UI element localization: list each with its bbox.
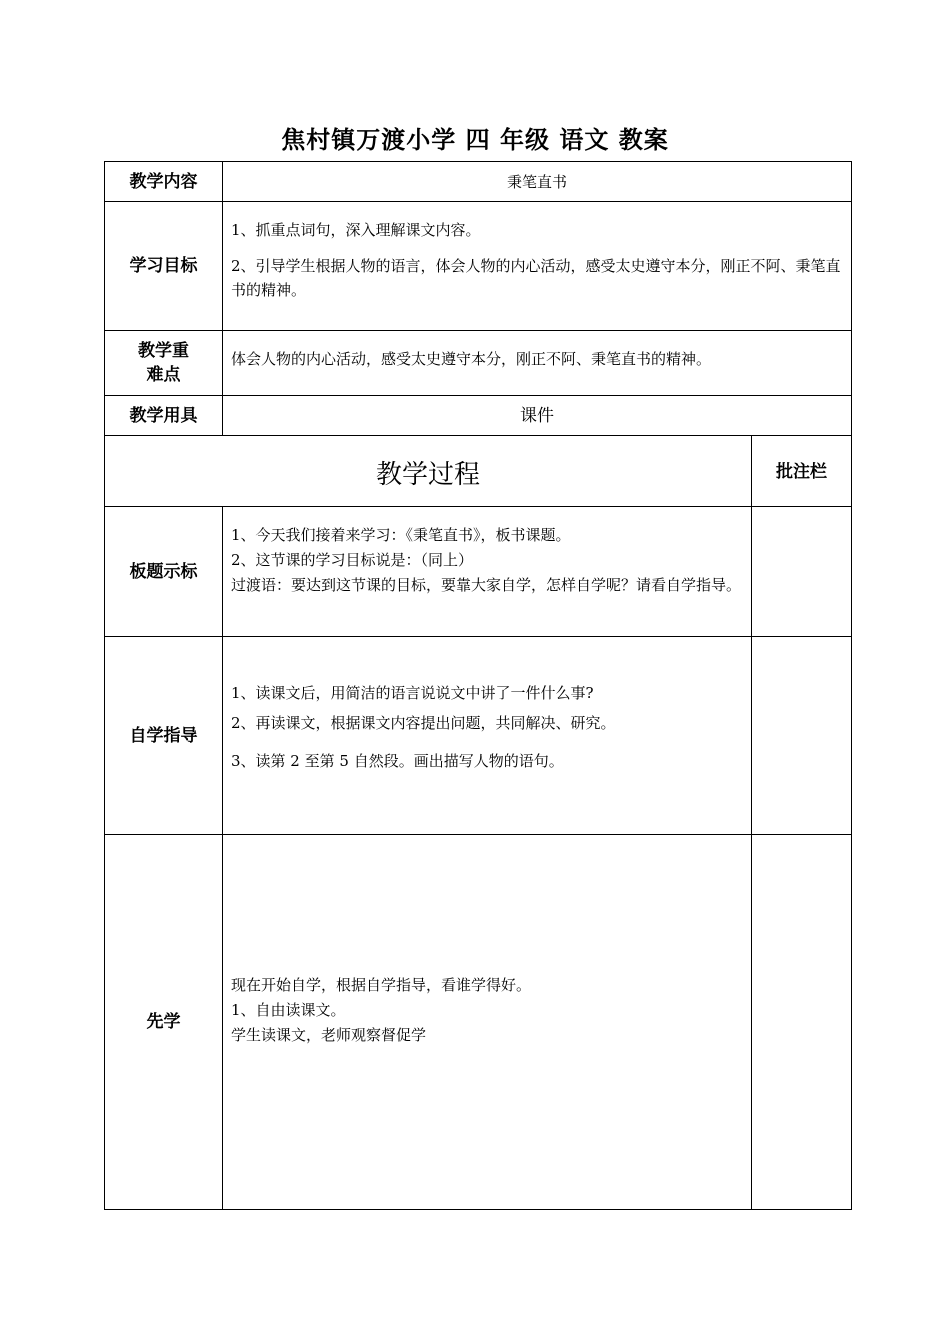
goals-label-text: 学习目标: [129, 256, 198, 276]
goal-item: 1、抓重点词句，深入理解课文内容。: [231, 221, 481, 239]
notes-heading: 批注栏: [776, 462, 827, 482]
content-label: [104, 161, 223, 202]
first-label: [104, 834, 223, 1210]
guide-label-text: 自学指导: [129, 725, 198, 746]
tools-value-cell: [222, 395, 852, 436]
content-value: 秉笔直书: [506, 172, 567, 191]
first-notes-cell: [751, 834, 852, 1210]
first-label-text: 先学: [146, 1012, 181, 1032]
intro-label-text: 板题示标: [129, 561, 198, 582]
process-heading-cell: [104, 435, 752, 507]
content-label-text: 教学内容: [129, 171, 198, 192]
tools-label: [104, 395, 223, 436]
guide-line: 2、再读课文，根据课文内容提出问题，共同解决、研究。: [231, 714, 616, 732]
guide-label: [104, 636, 223, 835]
tools-value: 课件: [520, 405, 554, 426]
process-heading: 教学过程: [375, 459, 480, 490]
first-line: 现在开始自学，根据自学指导，看谁学得好。: [231, 976, 532, 994]
notes-heading-cell: [751, 435, 852, 507]
intro-cell: [222, 506, 752, 637]
document-title: 焦村镇万渡小学 四 年级 语文 教案: [281, 126, 669, 154]
key-points-label-line1: 教学重: [138, 341, 189, 361]
key-points-cell: [222, 330, 852, 396]
intro-line: 2、这节课的学习目标说是：（同上）: [231, 551, 474, 569]
key-points-value: 体会人物的内心活动，感受太史遵守本分，刚正不阿、秉笔直书的精神。: [231, 350, 712, 368]
key-points-label-line2: 难点: [146, 365, 181, 385]
goals-label: [104, 201, 223, 331]
guide-notes-cell: [751, 636, 852, 835]
intro-notes-cell: [751, 506, 852, 637]
tools-label-text: 教学用具: [129, 405, 198, 426]
intro-line: 1、今天我们接着来学习：《秉笔直书》，板书课题。: [231, 526, 571, 544]
key-points-label: [104, 330, 223, 396]
intro-line: 过渡语：要达到这节课的目标，要靠大家自学，怎样自学呢？请看自学指导。: [231, 576, 742, 594]
guide-line: 1、读课文后，用简洁的语言说说文中讲了一件什么事?: [231, 684, 594, 702]
goal-item: 2、引导学生根据人物的语言，体会人物的内心活动，感受太史遵守本分，刚正不阿、秉笔直书的精神。: [231, 257, 841, 299]
first-cell: [222, 834, 752, 1210]
guide-cell: [222, 636, 752, 835]
content-value-cell: [222, 161, 852, 202]
guide-line: 3、读第 2 至第 5 自然段。画出描写人物的语句。: [231, 752, 564, 770]
intro-label: [104, 506, 223, 637]
goals-cell: [222, 201, 852, 331]
first-line: 学生读课文，老师观察督促学: [231, 1026, 427, 1044]
first-line: 1、自由读课文。: [231, 1001, 346, 1019]
